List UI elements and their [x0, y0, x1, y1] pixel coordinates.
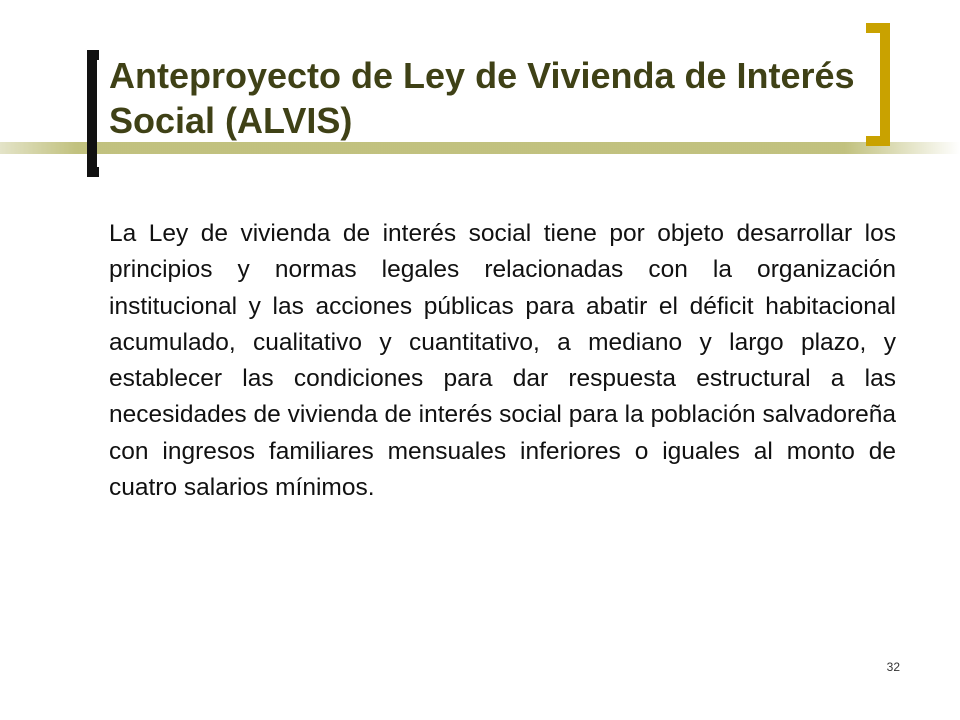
- right-bracket-decoration: [866, 23, 890, 146]
- title-underline-bar: [0, 142, 960, 154]
- left-bracket-decoration: [87, 50, 99, 177]
- slide-title: Anteproyecto de Ley de Vivienda de Interés Social (ALVIS): [109, 55, 855, 141]
- slide-number: 32: [886, 660, 900, 674]
- body-paragraph: La Ley de vivienda de interés social tiene por objeto desarrollar los principios y normas legales relacionadas con la organización institucional y las acciones públicas para abatir el déficit habitacional acumulado, cualitativo y cuantitativo, a mediano y largo plazo, y establecer las condiciones para dar respuesta estructural a las necesidades de vivienda de interés social para la población salvadoreña con ingresos familiares mensuales inferiores o iguales al monto de cuatro salarios mínimos.: [109, 220, 896, 502]
